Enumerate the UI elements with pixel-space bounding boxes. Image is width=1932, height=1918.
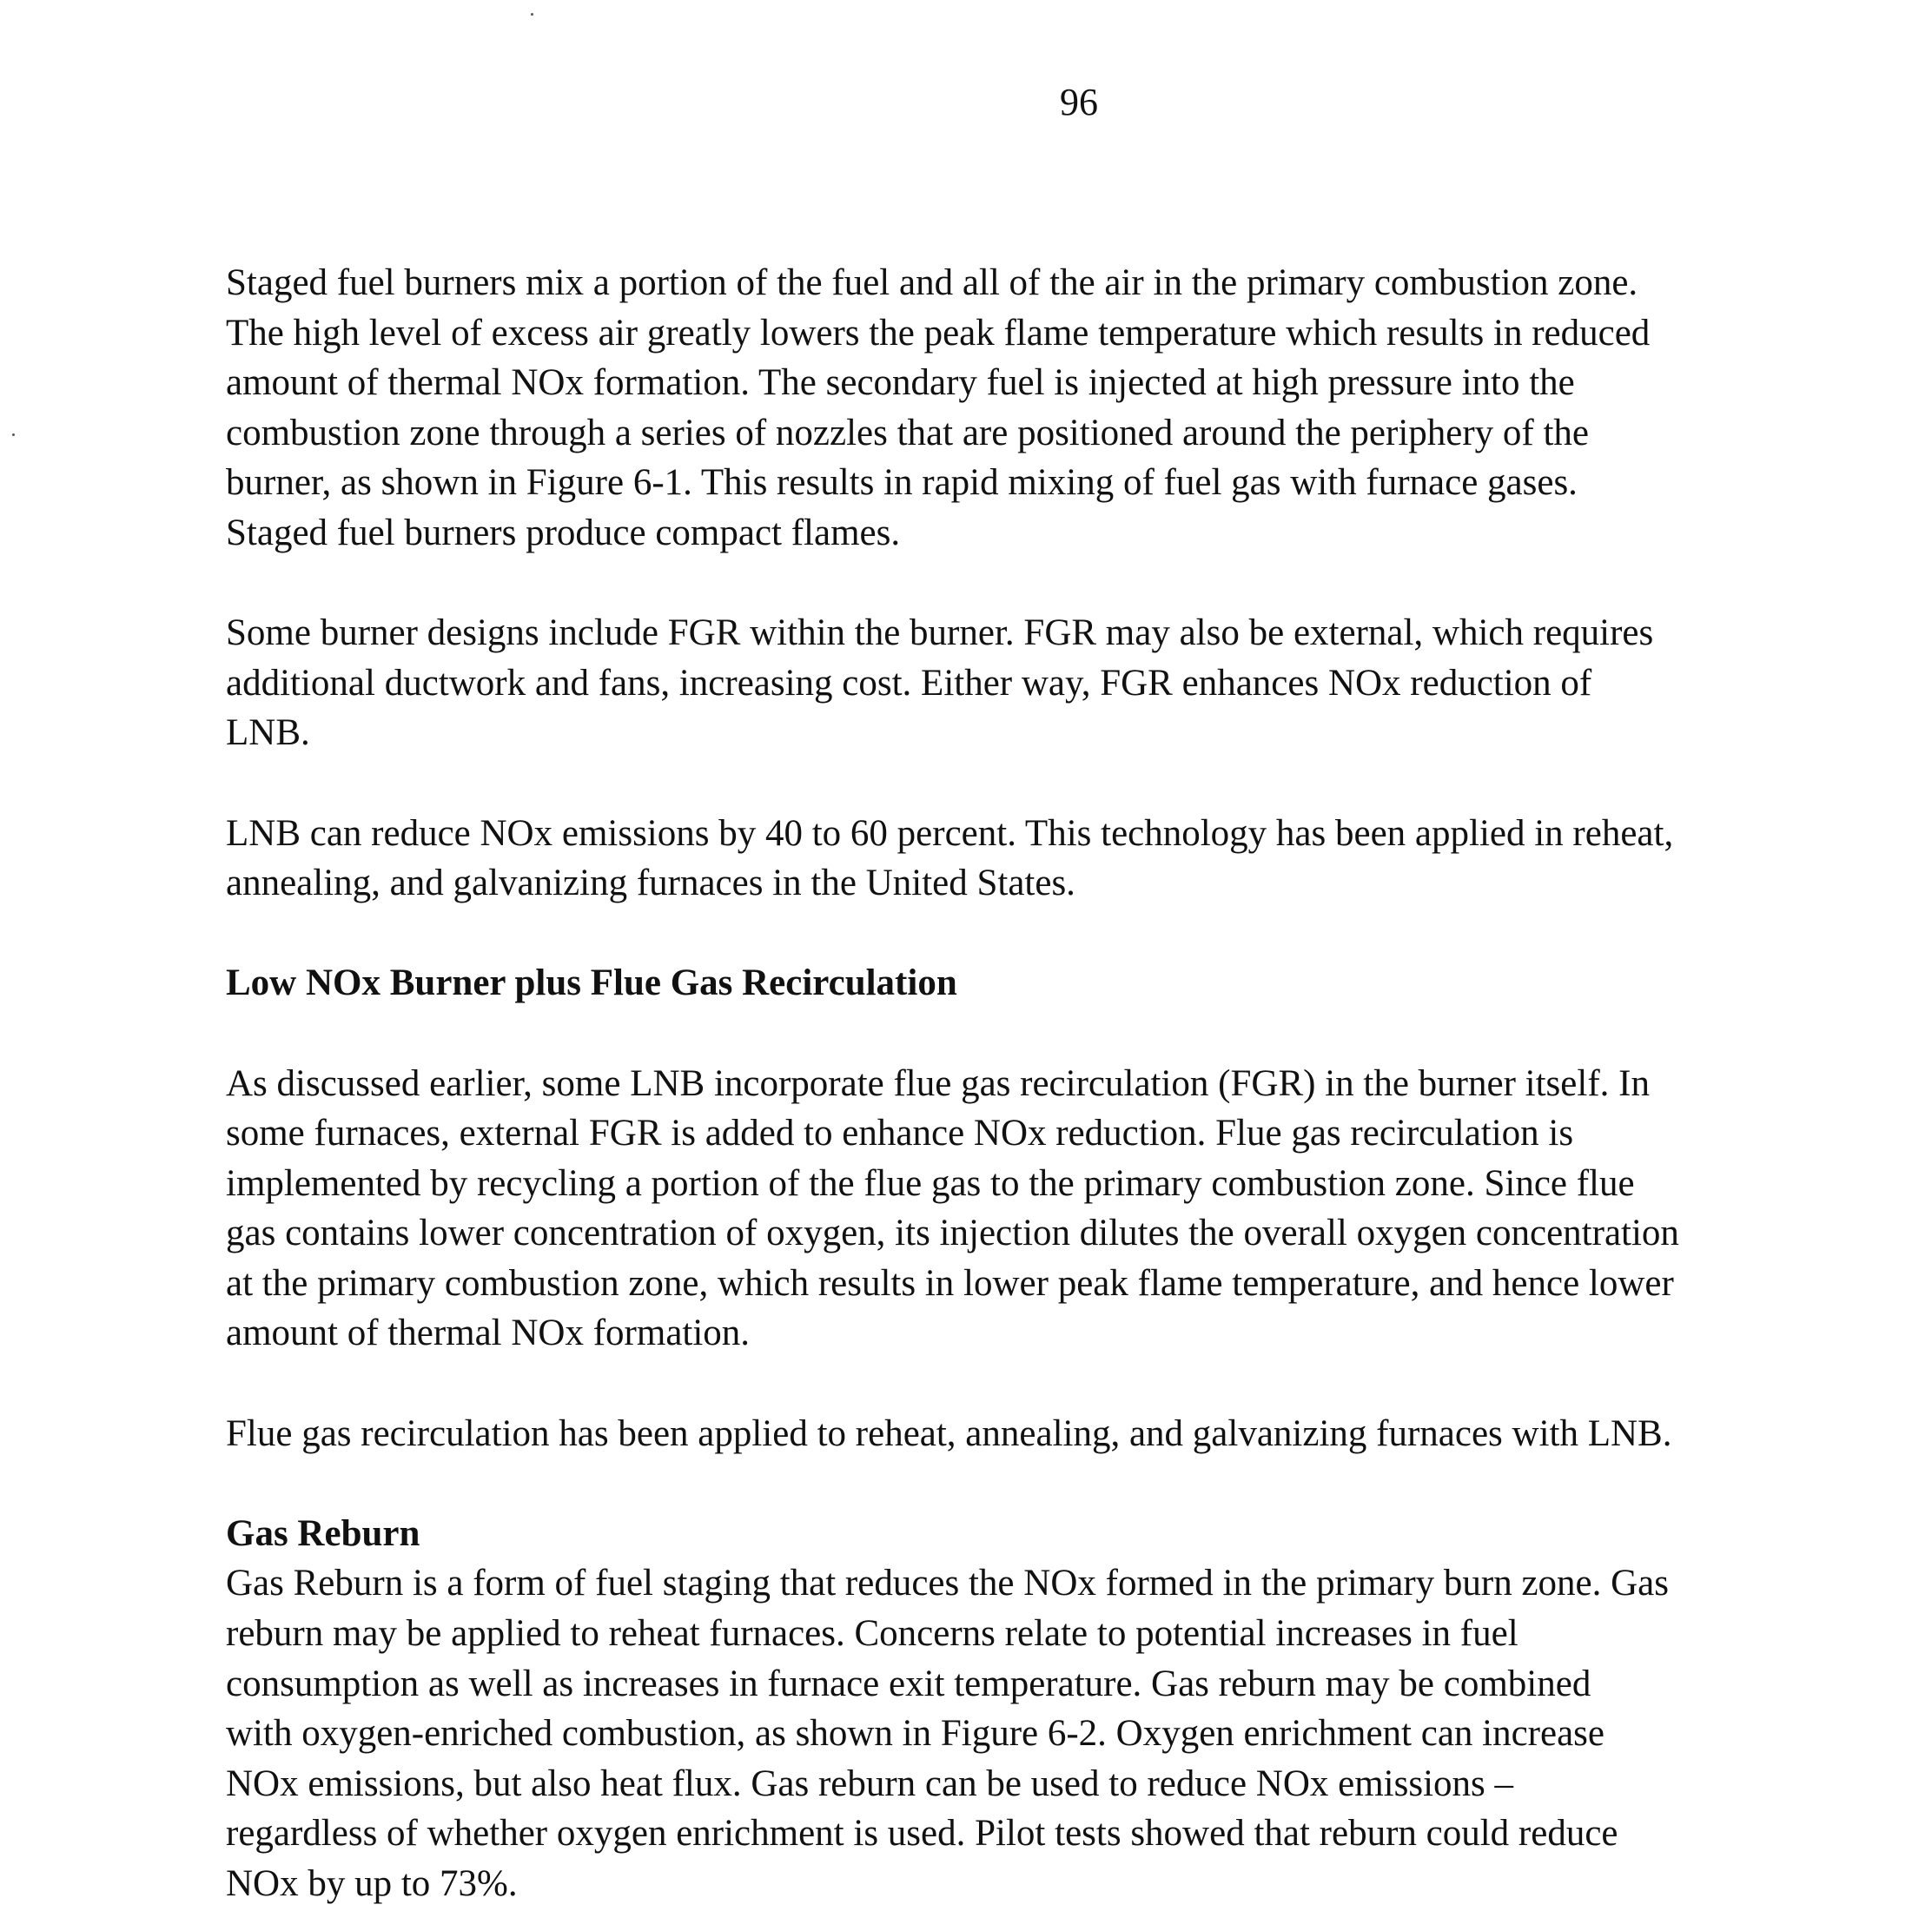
text-line: consumption as well as increases in furnace exit temperature. Gas reburn may be combined <box>226 1663 1591 1704</box>
paragraph-flue-gas-recirculation <box>226 1059 1932 1359</box>
text-line: with oxygen-enriched combustion, as shown in Figure 6-2. Oxygen enrichment can increase <box>226 1713 1604 1755</box>
document-body <box>226 258 1932 1909</box>
text-line: amount of thermal NOx formation. The secondary fuel is injected at high pressure into the <box>226 362 1575 404</box>
scan-speck <box>531 13 533 16</box>
text-line: NOx by up to 73%. <box>226 1863 518 1904</box>
paragraph-fgr-burner-designs <box>226 608 1932 758</box>
scan-speck <box>12 433 15 436</box>
text-line: at the primary combustion zone, which results in lower peak flame temperature, and hence lower <box>226 1262 1674 1304</box>
text-line: Some burner designs include FGR within the burner. FGR may also be external, which requires <box>226 612 1654 654</box>
text-line: Gas Reburn is a form of fuel staging that reduces the NOx formed in the primary burn zone. Gas <box>226 1563 1670 1604</box>
page-number: 96 <box>1060 81 1098 123</box>
paragraph-fgr-applications <box>226 1409 1932 1459</box>
text-line: The high level of excess air greatly lowers the peak flame temperature which results in reduced <box>226 312 1651 354</box>
text-line: gas contains lower concentration of oxygen, its injection dilutes the overall oxygen concentration <box>226 1213 1679 1254</box>
text-line: LNB. <box>226 712 310 754</box>
section-heading-lnb-fgr: Low NOx Burner plus Flue Gas Recirculation <box>226 962 957 1004</box>
text-line: some furnaces, external FGR is added to enhance NOx reduction. Flue gas recirculation is <box>226 1113 1574 1154</box>
text-line: NOx emissions, but also heat flux. Gas reburn can be used to reduce NOx emissions – <box>226 1763 1514 1804</box>
text-line: combustion zone through a series of nozzles that are positioned around the periphery of the <box>226 412 1590 453</box>
text-line: implemented by recycling a portion of the flue gas to the primary combustion zone. Since flue <box>226 1162 1635 1204</box>
text-line: annealing, and galvanizing furnaces in the United States. <box>226 863 1075 904</box>
text-line: Flue gas recirculation has been applied to reheat, annealing, and galvanizing furnaces with LNB. <box>226 1412 1672 1454</box>
paragraph-gas-reburn <box>226 1558 1932 1908</box>
text-line: Staged fuel burners mix a portion of the fuel and all of the air in the primary combustion zone. <box>226 262 1638 303</box>
text-line: Staged fuel burners produce compact flames. <box>226 512 901 553</box>
paragraph-staged-fuel-burners <box>226 258 1932 559</box>
text-line: burner, as shown in Figure 6-1. This results in rapid mixing of fuel gas with furnace gases. <box>226 462 1578 504</box>
text-line: amount of thermal NOx formation. <box>226 1313 751 1354</box>
paragraph-lnb-reduction <box>226 809 1932 909</box>
section-heading-gas-reburn: Gas Reburn <box>226 1512 420 1554</box>
text-line: additional ductwork and fans, increasing cost. Either way, FGR enhances NOx reduction of <box>226 662 1592 704</box>
text-line: As discussed earlier, some LNB incorporate flue gas recirculation (FGR) in the burner itself. In <box>226 1062 1650 1104</box>
text-line: LNB can reduce NOx emissions by 40 to 60 percent. This technology has been applied in reheat, <box>226 812 1674 854</box>
text-line: regardless of whether oxygen enrichment is used. Pilot tests showed that reburn could reduce <box>226 1813 1618 1855</box>
text-line: reburn may be applied to reheat furnaces. Concerns relate to potential increases in fuel <box>226 1613 1518 1655</box>
